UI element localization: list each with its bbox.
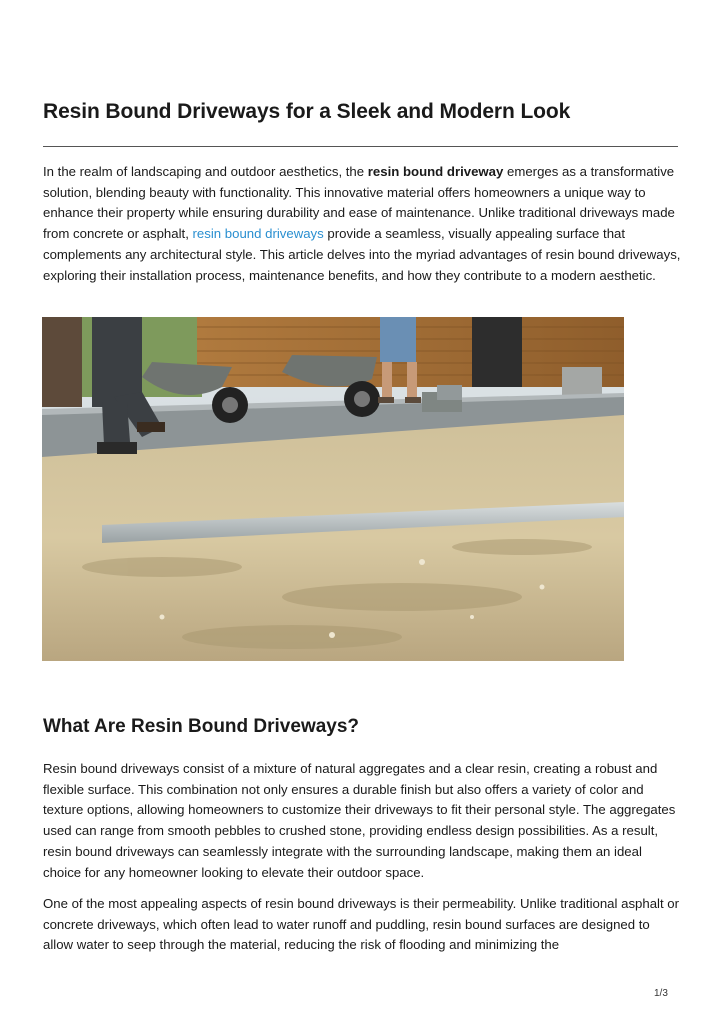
page-number: 1/3 (654, 988, 668, 999)
intro-bold-keyword: resin bound driveway (367, 164, 504, 179)
resin-bound-link[interactable]: resin bound driveways (192, 226, 324, 242)
intro-paragraph (43, 162, 683, 286)
driveway-installation-photo (42, 317, 624, 661)
intro-text-1: In the realm of landscaping and outdoor aesthetics, the (43, 164, 368, 179)
paragraph-permeability: One of the most appealing aspects of resin bound driveways is their permeability. Unlike traditional asphalt or concrete driveways, which often lead to water runoff and puddling, resin bound surfaces are designed to allow water to seep through the material, reducing the risk of flooding and minimizing the (43, 896, 680, 953)
intro-text-3: provide a seamless, visually appealing surface that complements any architectural style. This article delves into the myriad advantages of resin bound driveways, exploring their installation process, maintenance benefits, and how they contribute to a modern aesthetic. (43, 226, 681, 283)
section-heading: What Are Resin Bound Driveways? (43, 716, 360, 737)
intro-text-2: emerges as a transformative solution, blending beauty with functionality. This innovative material offers homeowners a unique way to enhance their property while ensuring durability and ease of maintenance. Unlike traditional driveways made from concrete or asphalt, (43, 164, 675, 242)
paragraph-composition: Resin bound driveways consist of a mixture of natural aggregates and a clear resin, creating a robust and flexible surface. This combination not only ensures a durable finish but also offers a variety of color and texture options, allowing homeowners to customize their driveways to fit their personal style. The aggregates used can range from smooth pebbles to crushed stone, providing endless design possibilities. As a result, resin bound driveways can seamlessly integrate with the surrounding landscape, making them an ideal choice for any homeowner looking to elevate their outdoor space. (43, 761, 676, 880)
title-divider (43, 146, 678, 147)
article-title: Resin Bound Driveways for a Sleek and Modern Look (43, 100, 571, 123)
